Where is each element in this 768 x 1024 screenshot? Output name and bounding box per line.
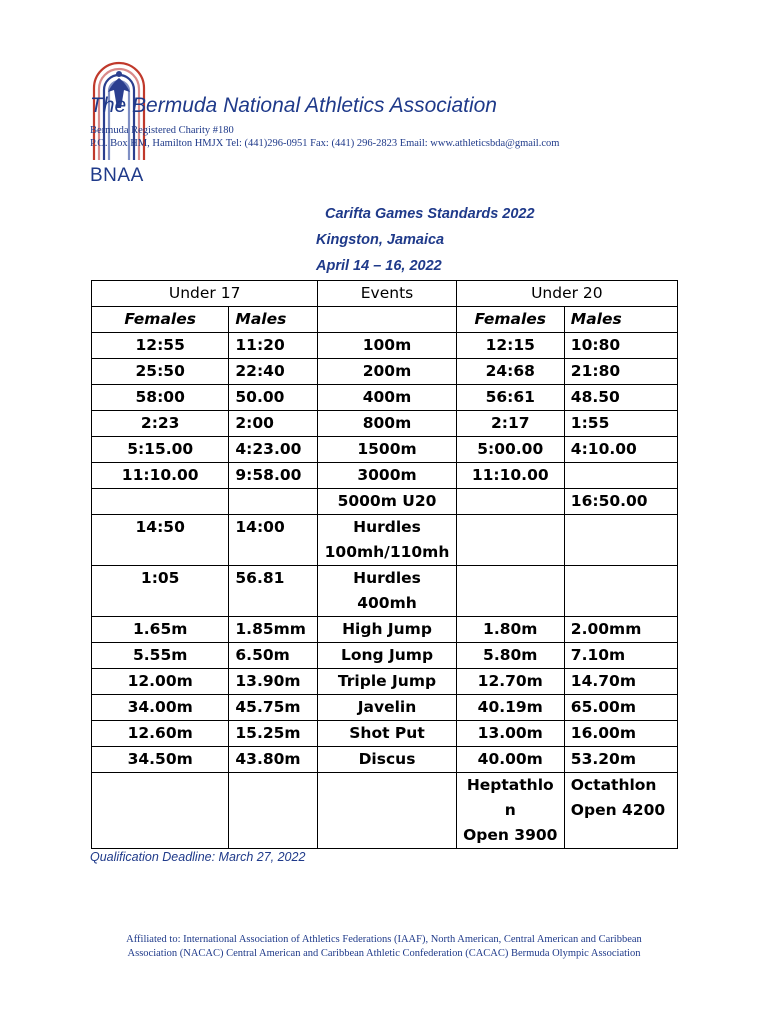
- u17-female-standard: 1:05: [92, 566, 229, 617]
- table-row: [92, 617, 678, 643]
- heptathlon-line1: Heptathlo: [466, 776, 554, 794]
- u20-male-standard: 53.20m: [564, 747, 677, 773]
- u17-female-standard: 2:23: [92, 411, 229, 437]
- event-name-line1: Hurdles: [353, 569, 421, 587]
- octathlon-line2: Open 4200: [570, 801, 666, 819]
- u20-female-standard: 5.80m: [456, 643, 564, 669]
- event-name: 100m: [318, 333, 456, 359]
- event-name: [318, 515, 456, 566]
- u17-male-standard: 50.00: [229, 385, 318, 411]
- org-charity: Bermuda Registered Charity #180: [90, 125, 234, 136]
- u17-female-standard: [92, 489, 229, 515]
- events-subheader-empty: [318, 307, 456, 333]
- u20-male-standard: [564, 566, 677, 617]
- u20-female-standard: 11:10.00: [456, 463, 564, 489]
- table-row: [92, 643, 678, 669]
- u17-male-standard: 13.90m: [229, 669, 318, 695]
- u20-female-standard: 24:68: [456, 359, 564, 385]
- table-row: [92, 669, 678, 695]
- document-title: Carifta Games Standards 2022: [325, 206, 535, 222]
- u17-male-standard: 22:40: [229, 359, 318, 385]
- event-name: 1500m: [318, 437, 456, 463]
- u20-female-standard: 56:61: [456, 385, 564, 411]
- u20-male-standard: 7.10m: [564, 643, 677, 669]
- u17-male-standard: 9:58.00: [229, 463, 318, 489]
- u17-male-standard: 11:20: [229, 333, 318, 359]
- table-row: [92, 333, 678, 359]
- u20-male-standard: 16:50.00: [564, 489, 677, 515]
- u17-female-standard: 12.00m: [92, 669, 229, 695]
- event-name: 200m: [318, 359, 456, 385]
- combined-events-row: [92, 773, 678, 849]
- u20-male-standard: 14.70m: [564, 669, 677, 695]
- u20-male-standard: [564, 463, 677, 489]
- event-name: Discus: [318, 747, 456, 773]
- u20-male-standard: 21:80: [564, 359, 677, 385]
- u20-male-standard: [564, 515, 677, 566]
- table-row: [92, 721, 678, 747]
- heptathlon-line2: n: [504, 801, 516, 819]
- u20-females-header: Females: [456, 307, 564, 333]
- u20-males-header: Males: [564, 307, 677, 333]
- u17-males-header: Males: [229, 307, 318, 333]
- u20-male-standard: 16.00m: [564, 721, 677, 747]
- u17-female-standard: 12.60m: [92, 721, 229, 747]
- u17-male-standard: 4:23.00: [229, 437, 318, 463]
- event-name: 400m: [318, 385, 456, 411]
- u17-female-standard: 5:15.00: [92, 437, 229, 463]
- event-name: Triple Jump: [318, 669, 456, 695]
- table-group-header-row: [92, 281, 678, 307]
- u17-female-standard: 12:55: [92, 333, 229, 359]
- org-name: The Bermuda National Athletics Association: [90, 94, 497, 117]
- event-name: Long Jump: [318, 643, 456, 669]
- footer-line-1: Affiliated to: International Association of Athletics Federations (IAAF), North American, Central American and Caribbean: [126, 934, 642, 945]
- heptathlon-line3: Open 3900: [463, 826, 558, 844]
- table-row: [92, 489, 678, 515]
- under-20-header: Under 20: [456, 281, 677, 307]
- empty-cell: [318, 773, 456, 849]
- org-contact: P.O. Box HM, Hamilton HMJX Tel: (441)296-0951 Fax: (441) 296-2823 Email: www.athleticsbda@gmail.com: [90, 138, 560, 149]
- u20-male-standard: 4:10.00: [564, 437, 677, 463]
- u20-male-standard: 10:80: [564, 333, 677, 359]
- table-row: [92, 463, 678, 489]
- u17-female-standard: 14:50: [92, 515, 229, 566]
- u20-female-standard: [456, 515, 564, 566]
- u17-male-standard: 45.75m: [229, 695, 318, 721]
- footer-line-2: Association (NACAC) Central American and Caribbean Athletic Confederation (CACAC) Bermuda Olympic Association: [127, 948, 641, 959]
- table-row: [92, 515, 678, 566]
- u20-female-standard: 2:17: [456, 411, 564, 437]
- u20-female-standard: 1.80m: [456, 617, 564, 643]
- event-name: 3000m: [318, 463, 456, 489]
- u20-female-standard: 12.70m: [456, 669, 564, 695]
- u17-female-standard: 58:00: [92, 385, 229, 411]
- event-name: 800m: [318, 411, 456, 437]
- u17-male-standard: 6.50m: [229, 643, 318, 669]
- affiliation-footer: [90, 933, 678, 961]
- u17-female-standard: 34.50m: [92, 747, 229, 773]
- event-location: Kingston, Jamaica: [316, 232, 445, 248]
- u20-female-standard: 13.00m: [456, 721, 564, 747]
- table-row: [92, 359, 678, 385]
- u17-females-header: Females: [92, 307, 229, 333]
- standards-table: [91, 280, 678, 849]
- u20-male-standard: 1:55: [564, 411, 677, 437]
- u17-male-standard: 2:00: [229, 411, 318, 437]
- u20-female-standard: [456, 489, 564, 515]
- logo-wordmark: BNAA: [90, 165, 144, 186]
- u17-male-standard: 14:00: [229, 515, 318, 566]
- event-dates: April 14 – 16, 2022: [316, 258, 442, 274]
- u20-male-standard: 48.50: [564, 385, 677, 411]
- u20-female-standard: 40.19m: [456, 695, 564, 721]
- u20-male-standard: 2.00mm: [564, 617, 677, 643]
- event-name: [318, 566, 456, 617]
- u17-male-standard: 1.85mm: [229, 617, 318, 643]
- u17-female-standard: 11:10.00: [92, 463, 229, 489]
- table-sub-header-row: [92, 307, 678, 333]
- table-row: [92, 747, 678, 773]
- event-name: Shot Put: [318, 721, 456, 747]
- u20-female-standard: 5:00.00: [456, 437, 564, 463]
- events-header: Events: [318, 281, 456, 307]
- event-name: High Jump: [318, 617, 456, 643]
- table-row: [92, 411, 678, 437]
- empty-cell: [229, 773, 318, 849]
- event-name: Javelin: [318, 695, 456, 721]
- u20-female-standard: 40.00m: [456, 747, 564, 773]
- event-name-line2: 400mh: [357, 594, 417, 612]
- u17-male-standard: 43.80m: [229, 747, 318, 773]
- empty-cell: [92, 773, 229, 849]
- table-row: [92, 695, 678, 721]
- u17-male-standard: 56.81: [229, 566, 318, 617]
- under-17-header: Under 17: [92, 281, 318, 307]
- u20-female-standard: [456, 566, 564, 617]
- heptathlon-standard: [456, 773, 564, 849]
- u17-male-standard: [229, 489, 318, 515]
- octathlon-line1: Octathlon: [570, 776, 657, 794]
- octathlon-standard: [564, 773, 677, 849]
- event-name-line2: 100mh/110mh: [324, 543, 450, 561]
- u17-female-standard: 25:50: [92, 359, 229, 385]
- table-row: [92, 437, 678, 463]
- event-name: 5000m U20: [318, 489, 456, 515]
- u17-female-standard: 5.55m: [92, 643, 229, 669]
- u17-male-standard: 15.25m: [229, 721, 318, 747]
- u20-male-standard: 65.00m: [564, 695, 677, 721]
- table-row: [92, 566, 678, 617]
- u20-female-standard: 12:15: [456, 333, 564, 359]
- u17-female-standard: 1.65m: [92, 617, 229, 643]
- qualification-deadline: Qualification Deadline: March 27, 2022: [90, 850, 306, 864]
- u17-female-standard: 34.00m: [92, 695, 229, 721]
- table-row: [92, 385, 678, 411]
- event-name-line1: Hurdles: [353, 518, 421, 536]
